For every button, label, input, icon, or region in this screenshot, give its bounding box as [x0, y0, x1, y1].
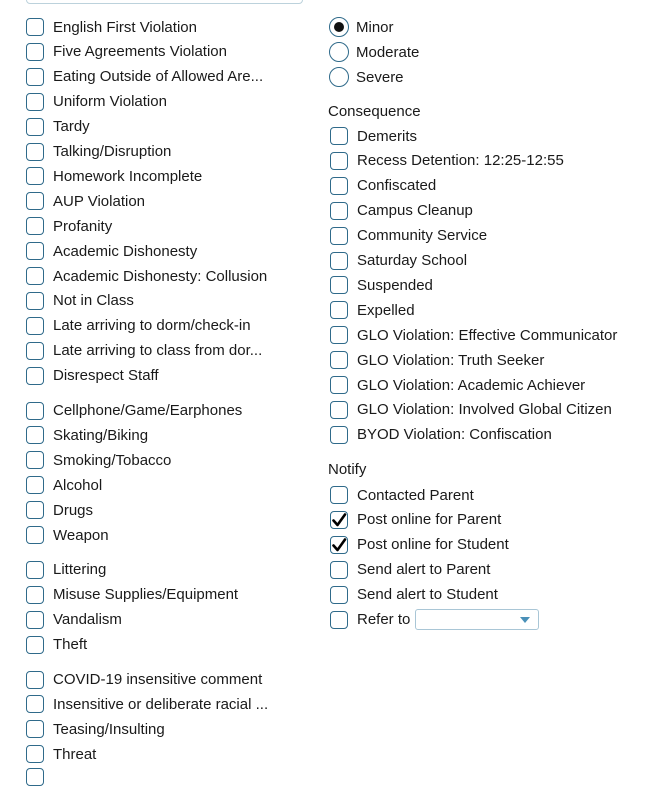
checkbox-label: Send alert to Student [357, 586, 498, 604]
consequence-glo-violation-truth-seeker[interactable] [330, 349, 544, 371]
checkbox[interactable] [26, 292, 44, 310]
checkbox[interactable] [26, 143, 44, 161]
checkbox-label: Weapon [53, 526, 109, 544]
checkbox-label: Uniform Violation [53, 93, 167, 111]
checkbox[interactable] [26, 192, 44, 210]
violation-vandalism[interactable] [26, 609, 122, 631]
checkbox-label: COVID-19 insensitive comment [53, 671, 263, 688]
checkbox[interactable] [330, 401, 348, 419]
checkbox-label: Send alert to Parent [357, 561, 491, 579]
severity-moderate[interactable] [329, 41, 419, 63]
notify-post-online-for-student[interactable] [330, 534, 509, 556]
checkbox[interactable] [26, 636, 44, 654]
checkbox[interactable] [26, 342, 44, 360]
checkbox[interactable] [26, 476, 44, 494]
checkbox-label: Teasing/Insulting [53, 720, 165, 738]
checkbox[interactable] [330, 426, 348, 444]
consequence-byod-violation-confiscation[interactable] [330, 424, 552, 446]
checkbox[interactable] [26, 695, 44, 713]
violation-misuse-supplies-equipment[interactable] [26, 584, 238, 606]
notify-contacted-parent[interactable] [330, 484, 474, 506]
checkbox[interactable] [26, 18, 44, 36]
consequence-community-service[interactable] [330, 225, 487, 247]
violation-english-first-violation[interactable] [26, 16, 197, 38]
checkbox-label: Confiscated [357, 177, 437, 195]
checkbox-label: Homework Incomplete [53, 167, 203, 185]
violation-theft[interactable] [26, 634, 87, 656]
checkmark-icon [331, 512, 347, 528]
checkbox[interactable] [26, 451, 44, 469]
checkbox-label: Five Agreements Violation [53, 43, 227, 61]
violation-eating-outside-of-allowed-are[interactable] [26, 66, 263, 88]
violation-tardy[interactable] [26, 116, 90, 138]
checkbox[interactable] [26, 167, 44, 185]
violation-skating-biking[interactable] [26, 424, 148, 446]
severity-minor[interactable] [329, 16, 394, 38]
checkbox-label: GLO Violation: Academic Achiever [357, 376, 586, 394]
violation-threat[interactable] [26, 743, 96, 765]
violation-weapon[interactable] [26, 524, 109, 546]
consequence-heading: Consequence [328, 103, 421, 120]
checkbox-label: Campus Cleanup [357, 202, 473, 220]
notify-refer-to[interactable] [330, 609, 539, 631]
violation-drugs[interactable] [26, 499, 93, 521]
checkbox-label: Not in Class [53, 292, 134, 310]
checkbox-label: Suspended [357, 276, 433, 294]
checkbox-label: GLO Violation: Involved Global Citizen [357, 401, 612, 419]
checkbox-label: Late arriving to class from dor... [53, 342, 263, 360]
checkbox[interactable] [26, 267, 44, 285]
checkbox[interactable] [330, 511, 348, 529]
checkbox[interactable] [330, 376, 348, 394]
checkbox-label: Tardy [53, 118, 90, 136]
violation-aup-violation[interactable] [26, 190, 145, 212]
checkbox[interactable] [26, 68, 44, 86]
notify-send-alert-to-student[interactable] [330, 584, 498, 606]
checkbox-label: Theft [53, 636, 88, 654]
checkbox[interactable] [330, 152, 348, 170]
checkbox[interactable] [330, 227, 348, 245]
checkbox[interactable] [330, 326, 348, 344]
checkbox-label: Refer to [357, 611, 411, 628]
checkbox-label: Late arriving to dorm/check-in [53, 317, 251, 335]
violation-uniform-violation[interactable] [26, 91, 167, 113]
consequence-recess-detention-12-25-12-55[interactable] [330, 150, 564, 172]
checkbox[interactable] [330, 127, 348, 145]
checkbox-label: English First Violation [53, 18, 197, 36]
checkbox-label: Talking/Disruption [53, 143, 172, 160]
checkmark-icon [331, 537, 347, 553]
violation-cellphone-game-earphones[interactable] [26, 400, 242, 422]
violation-insensitive-or-deliberate-racial[interactable] [26, 693, 268, 715]
checkbox-label: Post online for Student [357, 536, 509, 554]
checkbox[interactable] [26, 402, 44, 420]
consequence-campus-cleanup[interactable] [330, 200, 473, 222]
checkbox[interactable] [330, 252, 348, 270]
violation-smoking-tobacco[interactable] [26, 449, 171, 471]
chevron-down-icon[interactable] [520, 617, 530, 623]
checkbox-label: Community Service [357, 227, 488, 245]
violation-littering[interactable] [26, 559, 106, 581]
refer-to-select[interactable] [415, 609, 539, 630]
violation-disrespect-staff[interactable] [26, 365, 159, 387]
checkbox[interactable] [26, 43, 44, 61]
checkbox[interactable] [26, 367, 44, 385]
checkbox[interactable] [26, 317, 44, 335]
radio-button[interactable] [329, 17, 349, 37]
checkbox-label: Eating Outside of Allowed Are... [53, 68, 264, 86]
checkbox-label: Vandalism [53, 611, 122, 629]
violation-covid-19-insensitive-comment[interactable] [26, 669, 262, 691]
violation-talking-disruption[interactable] [26, 141, 171, 163]
checkbox[interactable] [26, 720, 44, 738]
violation-late-arriving-to-class-from-dor[interactable] [26, 340, 262, 362]
checkbox[interactable] [330, 177, 348, 195]
consequence-saturday-school[interactable] [330, 250, 467, 272]
checkbox-label: Academic Dishonesty: Collusion [53, 267, 268, 285]
notify-post-online-for-parent[interactable] [330, 509, 501, 531]
radio-label: Moderate [356, 43, 420, 61]
checkbox-label: Cellphone/Game/Earphones [53, 402, 243, 419]
checkbox[interactable] [26, 426, 44, 444]
checkbox[interactable] [330, 276, 348, 294]
radio-label: Severe [356, 68, 404, 86]
violation-academic-dishonesty[interactable] [26, 240, 197, 262]
checkbox-label: Skating/Biking [53, 426, 149, 444]
consequence-glo-violation-academic-achiever[interactable] [330, 374, 585, 396]
checkbox[interactable] [330, 351, 348, 369]
checkbox[interactable] [26, 526, 44, 544]
notify-heading: Notify [328, 461, 367, 478]
checkbox[interactable] [26, 586, 44, 604]
checkbox-label: Misuse Supplies/Equipment [53, 586, 239, 604]
checkbox[interactable] [26, 561, 44, 579]
consequence-suspended[interactable] [330, 274, 433, 296]
violation-late-arriving-to-dorm-check-in[interactable] [26, 315, 251, 337]
notify-send-alert-to-parent[interactable] [330, 559, 490, 581]
checkbox[interactable] [26, 611, 44, 629]
checkbox-label: Saturday School [357, 252, 468, 269]
checkbox-label: Disrespect Staff [53, 367, 159, 385]
checkbox-label: Profanity [53, 217, 113, 235]
violation-five-agreements-violation[interactable] [26, 41, 227, 63]
consequence-expelled[interactable] [330, 299, 415, 321]
checkbox-label: Post online for Parent [357, 511, 502, 529]
checkbox[interactable] [26, 93, 44, 111]
checkbox-label: Littering [53, 561, 107, 579]
consequence-glo-violation-effective-communicator[interactable] [330, 324, 617, 346]
violation-next-partial[interactable] [26, 766, 44, 788]
checkbox[interactable] [26, 242, 44, 260]
checkbox-label: Demerits [357, 127, 418, 145]
checkbox[interactable] [330, 586, 348, 604]
checkbox-label: Drugs [53, 501, 94, 519]
checkbox[interactable] [330, 611, 348, 629]
checkbox-label: Smoking/Tobacco [53, 451, 172, 469]
checkbox[interactable] [26, 217, 44, 235]
violation-teasing-insulting[interactable] [26, 718, 165, 740]
checkbox[interactable] [26, 745, 44, 763]
checkbox[interactable] [330, 561, 348, 579]
checkbox[interactable] [26, 118, 44, 136]
checkbox-label: GLO Violation: Effective Communicator [357, 326, 618, 344]
checkbox-label: Recess Detention: 12:25-12:55 [357, 152, 564, 170]
checkbox[interactable] [330, 202, 348, 220]
severity-severe[interactable] [329, 66, 404, 88]
violation-academic-dishonesty-collusion[interactable] [26, 265, 267, 287]
checkbox[interactable] [26, 671, 44, 689]
violation-not-in-class[interactable] [26, 290, 134, 312]
checkbox-label: BYOD Violation: Confiscation [357, 426, 552, 444]
consequence-confiscated[interactable] [330, 175, 436, 197]
consequence-demerits[interactable] [330, 125, 417, 147]
radio-label: Minor [356, 18, 394, 36]
checkbox-label: Alcohol [53, 476, 103, 494]
checkbox-label: Insensitive or deliberate racial ... [53, 695, 269, 713]
checkbox-label: Contacted Parent [357, 486, 474, 504]
checkbox-label: Expelled [357, 301, 415, 319]
checkbox[interactable] [330, 301, 348, 319]
violation-homework-incomplete[interactable] [26, 165, 202, 187]
consequence-glo-violation-involved-global-citizen[interactable] [330, 399, 612, 421]
checkbox-label: GLO Violation: Truth Seeker [357, 351, 545, 369]
checkbox-label: Threat [53, 745, 97, 763]
radio-button[interactable] [329, 42, 349, 62]
checkbox[interactable] [26, 501, 44, 519]
radio-button[interactable] [329, 67, 349, 87]
violation-alcohol[interactable] [26, 474, 102, 496]
refer-to-value [416, 611, 420, 626]
top-input-field[interactable] [26, 0, 303, 4]
radio-dot-icon [334, 22, 344, 32]
checkbox[interactable] [330, 486, 348, 504]
violation-profanity[interactable] [26, 215, 112, 237]
checkbox-label: Academic Dishonesty [53, 242, 198, 260]
checkbox[interactable] [330, 536, 348, 554]
checkbox-label: AUP Violation [53, 192, 146, 210]
